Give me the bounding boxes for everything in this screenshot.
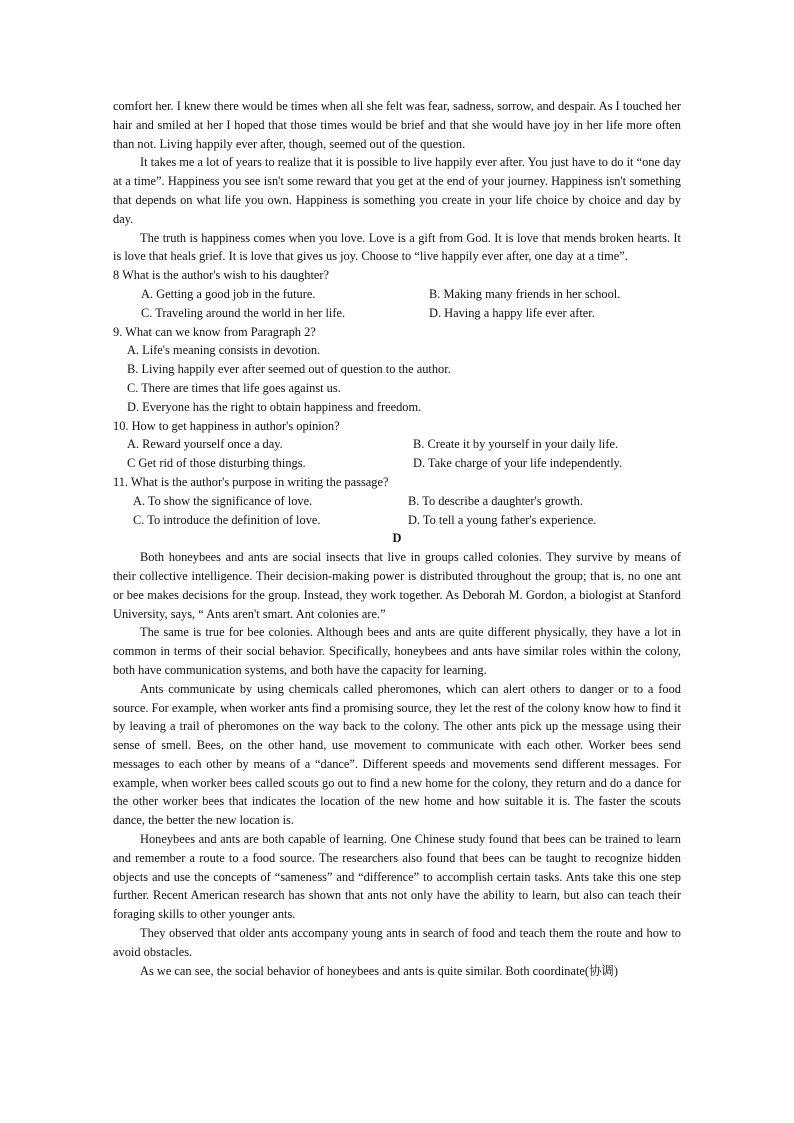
section-heading-d: D [392,531,402,546]
passage-d-paragraph-4: Honeybees and ants are both capable of learning. One Chinese study found that bees can be trained to learn and remember a route to a food source. The researchers also found that bees can be taught to recognize hidden objects and use the concepts of “sameness” and “difference” to accomplish certain tasks. Ants take this one step further. Recent American research has shown that ants not only have the ability to learn, but also can teach their foraging skills to other younger ants. [113,832,681,922]
question-stem: 10. How to get happiness in author's opinion? [113,418,340,433]
passage-d-paragraph-3: Ants communicate by using chemicals called pheromones, which can alert others to danger or to a food source. For example, when worker ants find a promising source, they let the rest of the colony know how to find it by leaving a trail of pheromones on the way back to the colony. The other ants pick up the message using their sense of smell. Bees, on the other hand, use movement to communicate with each other. Worker bees send messages to each other by means of a “dance”. Different speeds and movements send different messages. For example, when worker bees called scouts go out to find a new home for the colony, they return and do a dance for the other worker bees that indicates the location of the new home and how suitable it is. The faster the scouts dance, the better the new location is. [113,681,681,828]
option-a: A. Getting a good job in the future. [141,286,316,301]
passage-d-paragraph-2: The same is true for bee colonies. Although bees and ants are quite different physically, they have a lot in common in terms of their social behavior. Specifically, honeybees and ants have similar roles within the colony, both have communication systems, and both have the capacity for learning. [113,625,681,677]
question-9 [113,323,681,417]
document-body [113,97,681,980]
option-a: A. Reward yourself once a day. [127,437,283,452]
option-b: B. Create it by yourself in your daily life. [413,437,619,452]
passage-d-paragraph-5: They observed that older ants accompany young ants in search of food and teach them the route and how to avoid obstacles. [113,926,681,959]
option-d: D. Everyone has the right to obtain happiness and freedom. [127,399,422,414]
question-8 [113,266,681,322]
option-b: B. To describe a daughter's growth. [408,493,583,508]
option-d: D. Take charge of your life independently. [413,456,623,471]
option-d: D. Having a happy life ever after. [429,305,595,320]
option-c: C. There are times that life goes against us. [127,380,341,395]
option-c: C. To introduce the definition of love. [133,512,321,527]
option-b: B. Making many friends in her school. [429,286,621,301]
option-d: D. To tell a young father's experience. [408,512,597,527]
option-a: A. To show the significance of love. [133,493,313,508]
passage-d-paragraph-1: Both honeybees and ants are social insects that live in groups called colonies. They survive by means of their collective intelligence. Their decision-making power is distributed throughout the group; that is, no one ant or bee makes decisions for the group. Instead, they work together. As Deborah M. Gordon, a biologist at Stanford University, says, “ Ants aren't smart. Ant colonies are.” [113,550,681,621]
question-11 [113,473,681,529]
passage-c-paragraph-2: It takes me a lot of years to realize that it is possible to live happily ever after. You just have to do it “one day at a time”. Happiness you see isn't some reward that you get at the end of your journey. Happiness isn't something that depends on what life you own. Happiness is something you create in your life choice by choice and day by day. [113,155,681,226]
option-c: C Get rid of those disturbing things. [127,456,306,471]
passage-c-paragraph-3: The truth is happiness comes when you love. Love is a gift from God. It is love that mends broken hearts. It is love that heals grief. It is love that gives us joy. Choose to “live happily ever after, one day at a time”. [113,230,681,264]
passage-d-paragraph-6: As we can see, the social behavior of honeybees and ants is quite similar. Both coordinate(协调) [140,963,618,978]
question-stem: 9. What can we know from Paragraph 2? [113,324,316,339]
option-b: B. Living happily ever after seemed out of question to the author. [127,362,451,377]
question-stem: 11. What is the author's purpose in writing the passage? [113,474,389,489]
option-a: A. Life's meaning consists in devotion. [127,343,321,358]
question-10 [113,417,681,473]
option-c: C. Traveling around the world in her life. [141,305,346,320]
question-stem: 8 What is the author's wish to his daughter? [113,268,330,283]
passage-c-paragraph-1: comfort her. I knew there would be times when all she felt was fear, sadness, sorrow, and despair. As I touched her hair and smiled at her I hoped that those times would be brief and that she would have joy in her life more often than not. Living happily ever after, though, seemed out of the question. [113,99,681,151]
